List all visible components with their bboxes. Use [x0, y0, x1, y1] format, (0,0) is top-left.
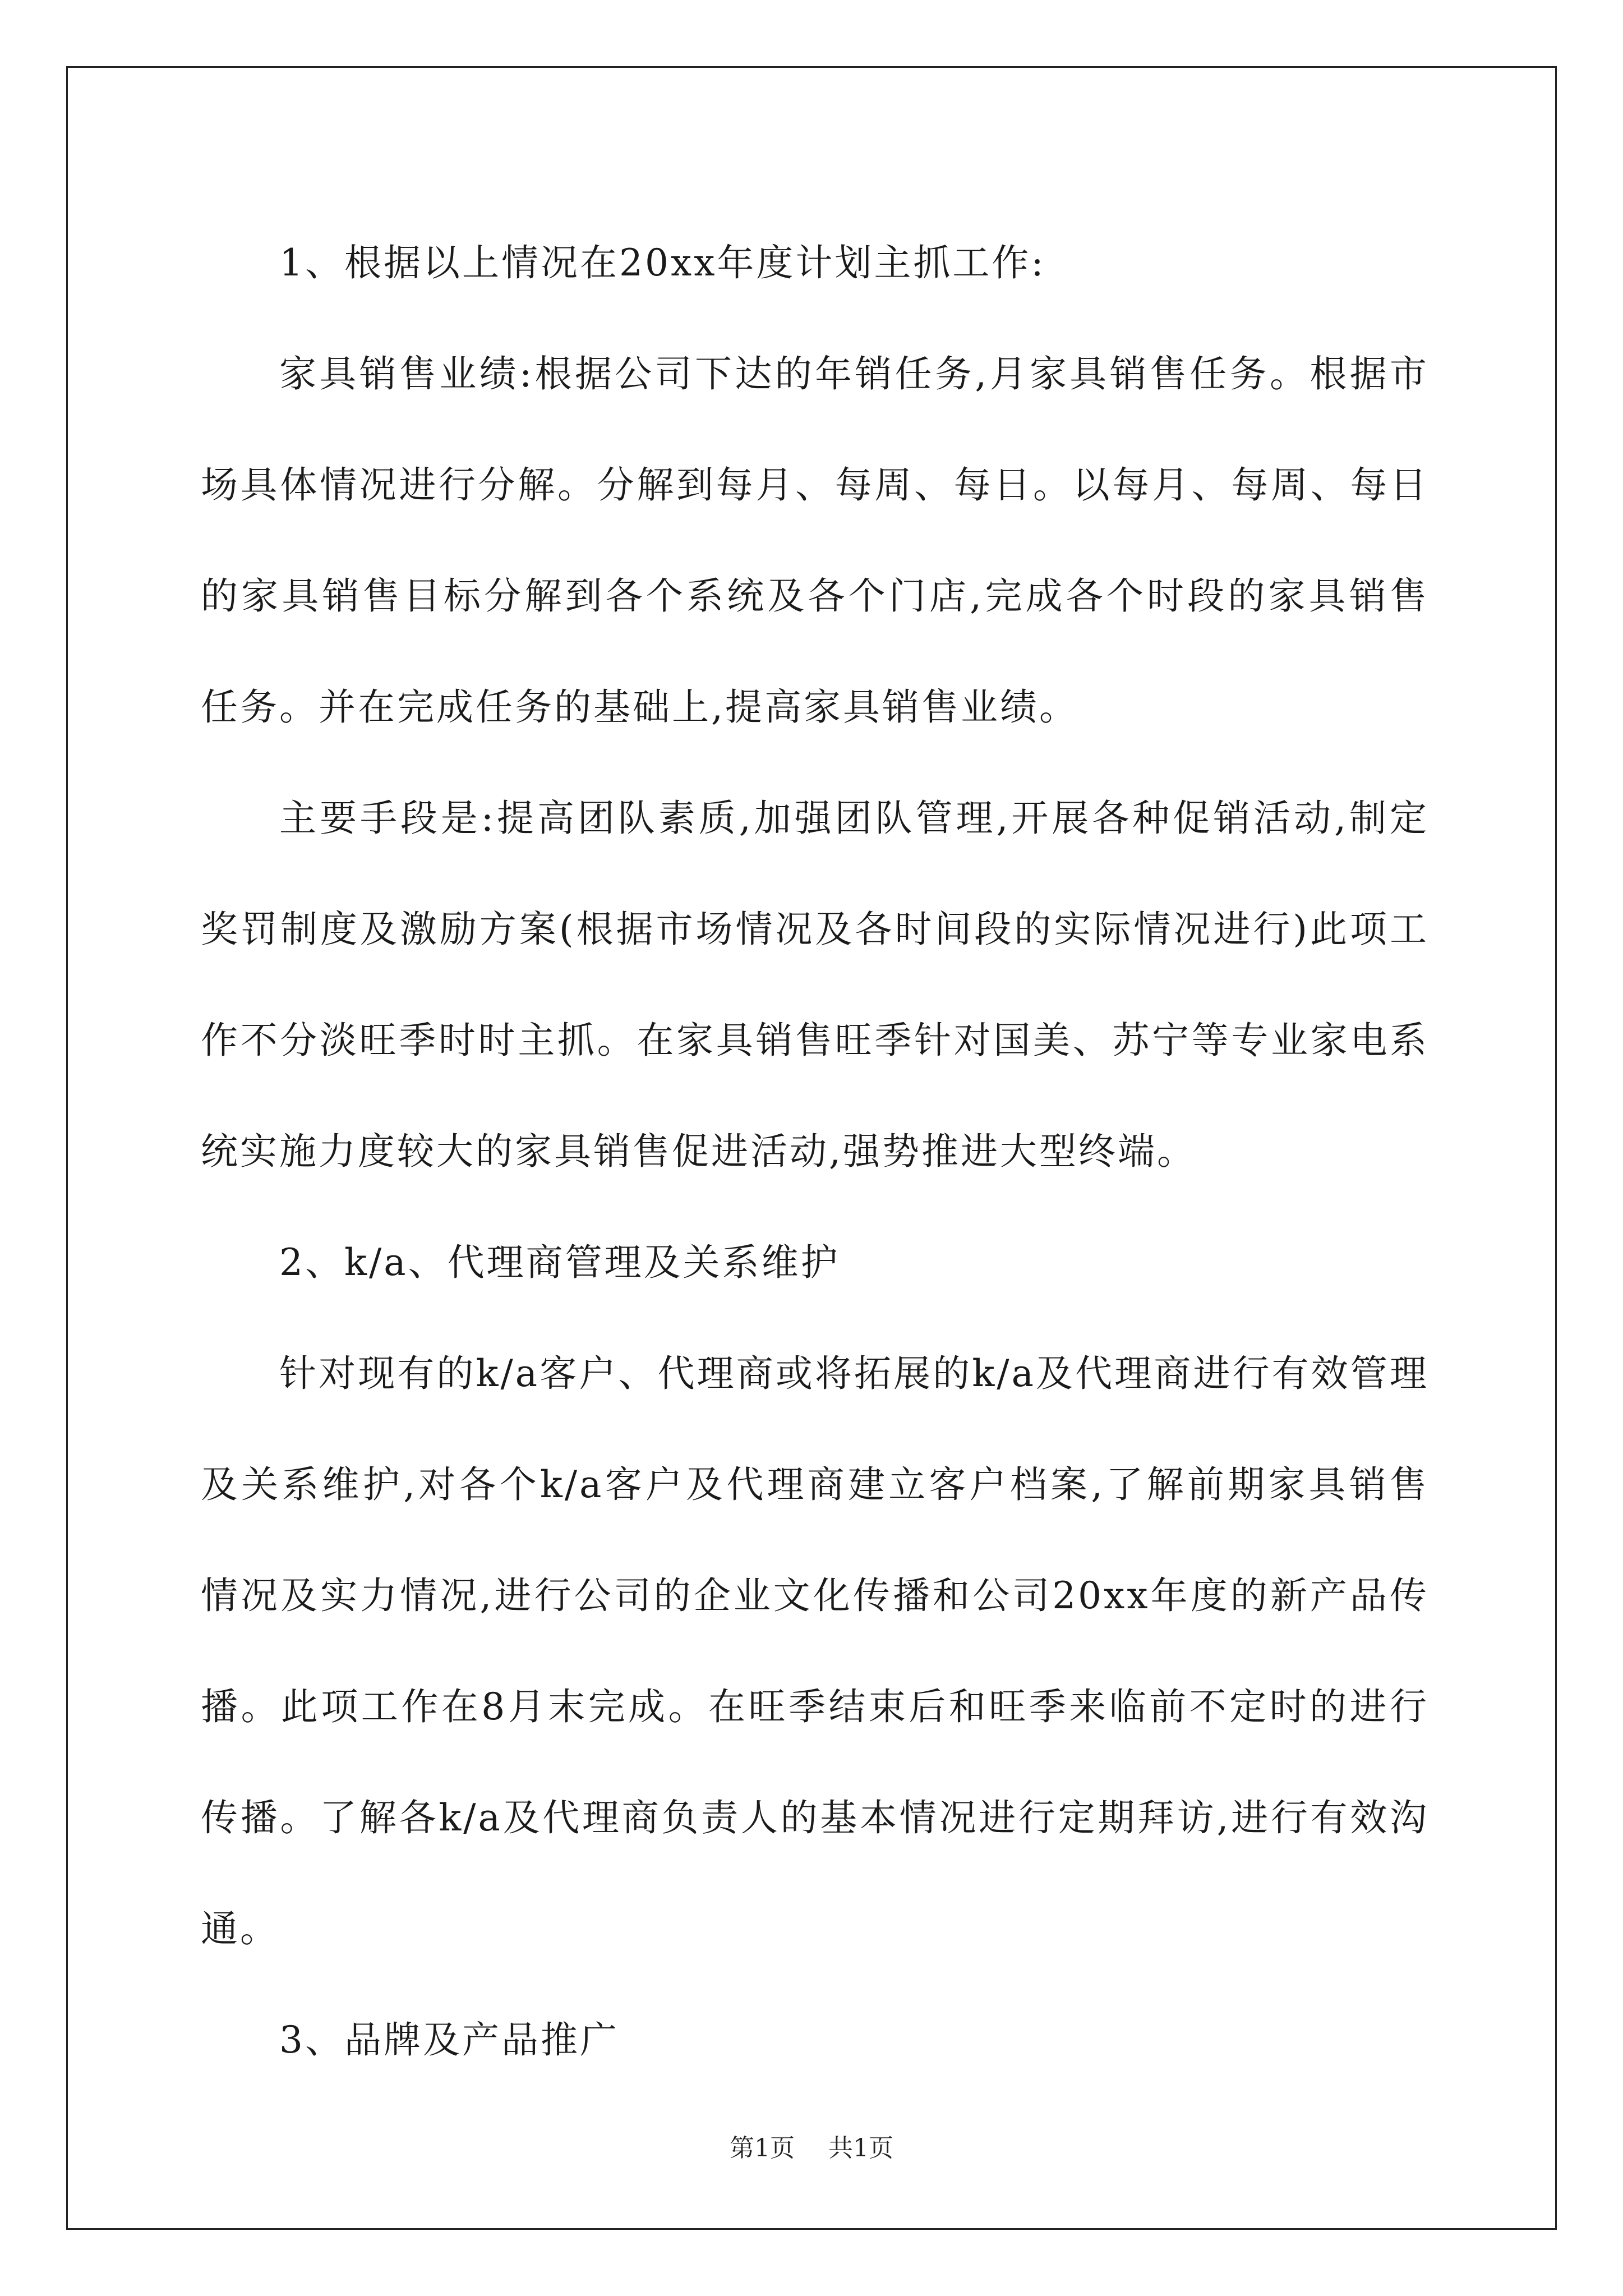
document-body — [201, 208, 1429, 2096]
paragraph-4: 2、k/a、代理商管理及关系维护 — [279, 1241, 840, 1284]
paragraph-5: 针对现有的k/a客户、代理商或将拓展的k/a及代理商进行有效管理及关系维护,对各个k/a客户及代理商建立客户档案,了解前期家具销售情况及实力情况,进行公司的企业文化传播和公司20xx年度的新产品传播。此项工作在8月末完成。在旺季结束后和旺季来临前不定时的进行传播。了解各k/a及代理商负责人的基本情况进行定期拜访,进行有效沟通。 — [201, 1352, 1429, 1950]
page-number-total: 共1页 — [828, 2134, 893, 2162]
page-number-current: 第1页 — [730, 2134, 795, 2162]
paragraph-1: 1、根据以上情况在20xx年度计划主抓工作: — [279, 241, 1046, 284]
paragraph-3: 主要手段是:提高团队素质,加强团队管理,开展各种促销活动,制定奖罚制度及激励方案(根据市场情况及各时间段的实际情况进行)此项工作不分淡旺季时时主抓。在家具销售旺季针对国美、苏宁等专业家电系统实施力度较大的家具销售促进活动,强势推进大型终端。 — [201, 797, 1429, 1173]
paragraph-2: 家具销售业绩:根据公司下达的年销任务,月家具销售任务。根据市场具体情况进行分解。分解到每月、每周、每日。以每月、每周、每日的家具销售目标分解到各个系统及各个门店,完成各个时段的家具销售任务。并在完成任务的基础上,提高家具销售业绩。 — [201, 352, 1429, 729]
page-footer — [0, 2132, 1623, 2165]
paragraph-6: 3、品牌及产品推广 — [279, 2018, 619, 2062]
